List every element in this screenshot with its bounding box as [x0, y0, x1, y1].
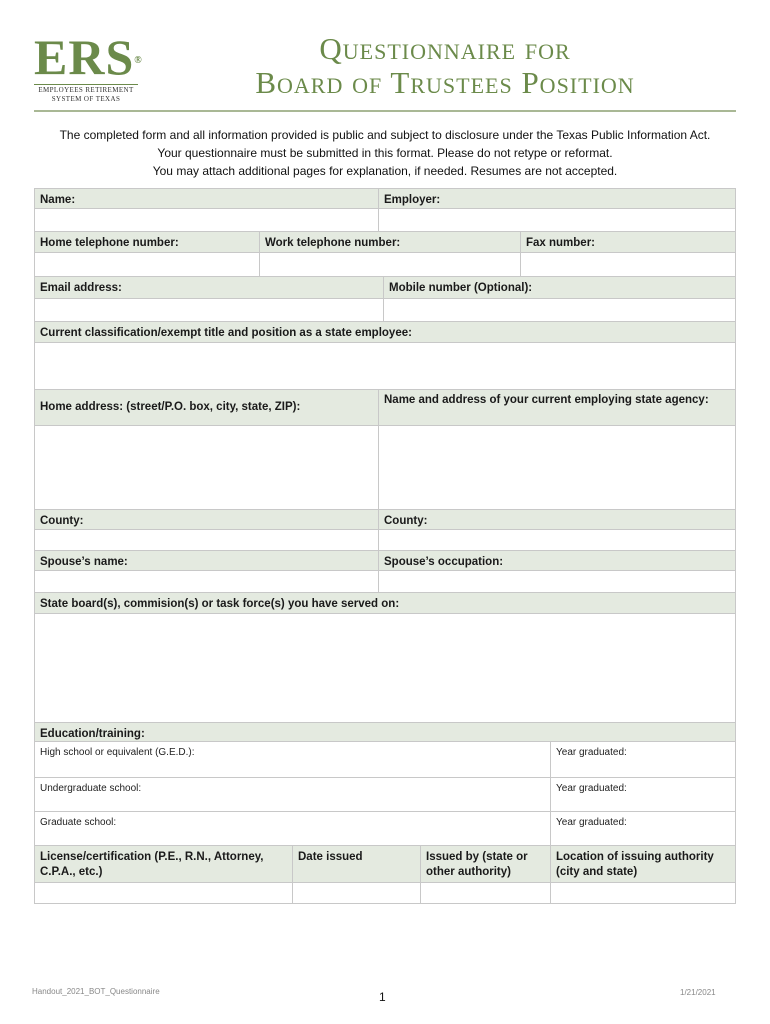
home-phone-input[interactable] [34, 252, 260, 277]
intro-line2: Your questionnaire must be submitted in this format. Please do not retype or reformat. [157, 146, 613, 160]
education-label: Education/training: [34, 722, 736, 742]
issued-by-input[interactable] [420, 882, 551, 904]
fax-input[interactable] [520, 252, 736, 277]
logo-text: ERS [34, 29, 135, 85]
name-label: Name: [34, 188, 379, 209]
date-issued-label: Date issued [292, 845, 421, 883]
classification-label: Current classification/exempt title and position as a state employee: [34, 321, 736, 343]
intro-line1: The completed form and all information provided is public and subject to disclosure under the Texas Public Information Act. [59, 128, 711, 142]
employer-label: Employer: [378, 188, 736, 209]
work-phone-input[interactable] [259, 252, 521, 277]
name-input[interactable] [34, 208, 379, 232]
home-address-input[interactable] [34, 425, 379, 510]
spouse-name-label: Spouse’s name: [34, 550, 379, 571]
high-school-year-input[interactable]: Year graduated: [550, 741, 736, 778]
agency-input[interactable] [378, 425, 736, 510]
location-label: Location of issuing authority (city and state) [550, 845, 736, 883]
logo-line1: EMPLOYEES RETIREMENT [38, 86, 134, 94]
boards-input[interactable] [34, 613, 736, 723]
date-issued-input[interactable] [292, 882, 421, 904]
fax-label: Fax number: [520, 231, 736, 253]
ers-logo [34, 29, 150, 104]
spouse-occupation-label: Spouse’s occupation: [378, 550, 736, 571]
registered-mark: ® [134, 55, 143, 66]
classification-input[interactable] [34, 342, 736, 390]
county-right-label: County: [378, 509, 736, 530]
page-title [160, 32, 730, 100]
undergrad-year-input[interactable]: Year graduated: [550, 777, 736, 812]
title-line1: Questionnaire for [319, 31, 571, 66]
county-left-input[interactable] [34, 529, 379, 551]
email-label: Email address: [34, 276, 384, 299]
undergrad-input[interactable]: Undergraduate school: [34, 777, 551, 812]
email-input[interactable] [34, 298, 384, 322]
boards-label: State board(s), commision(s) or task force(s) you have served on: [34, 592, 736, 614]
spouse-occupation-input[interactable] [378, 570, 736, 593]
home-address-text: Home address: (street/P.O. box, city, state, ZIP): [40, 401, 301, 413]
title-line2: Board of Trustees Position [255, 65, 635, 100]
mobile-label: Mobile number (Optional): [383, 276, 736, 299]
intro-text [20, 126, 750, 180]
spouse-name-input[interactable] [34, 570, 379, 593]
county-left-label: County: [34, 509, 379, 530]
work-phone-label: Work telephone number: [259, 231, 521, 253]
agency-label: Name and address of your current employing state agency: [378, 389, 736, 426]
high-school-input[interactable]: High school or equivalent (G.E.D.): [34, 741, 551, 778]
home-phone-label: Home telephone number: [34, 231, 260, 253]
employer-input[interactable] [378, 208, 736, 232]
license-label: License/certification (P.E., R.N., Attorney, C.P.A., etc.) [34, 845, 293, 883]
graduate-year-input[interactable]: Year graduated: [550, 811, 736, 846]
logo-line2: SYSTEM OF TEXAS [51, 95, 121, 103]
page-number: 1 [379, 990, 386, 1004]
mobile-input[interactable] [383, 298, 736, 322]
license-input[interactable] [34, 882, 293, 904]
footer-filename: Handout_2021_BOT_Questionnaire [32, 987, 160, 996]
questionnaire-form [34, 189, 736, 904]
footer-date: 1/21/2021 [680, 988, 716, 997]
graduate-input[interactable]: Graduate school: [34, 811, 551, 846]
county-right-input[interactable] [378, 529, 736, 551]
home-address-label [34, 389, 379, 426]
intro-line3: You may attach additional pages for explanation, if needed. Resumes are not accepted. [152, 164, 618, 178]
location-input[interactable] [550, 882, 736, 904]
issued-by-label: Issued by (state or other authority) [420, 845, 551, 883]
header-divider [34, 110, 736, 112]
